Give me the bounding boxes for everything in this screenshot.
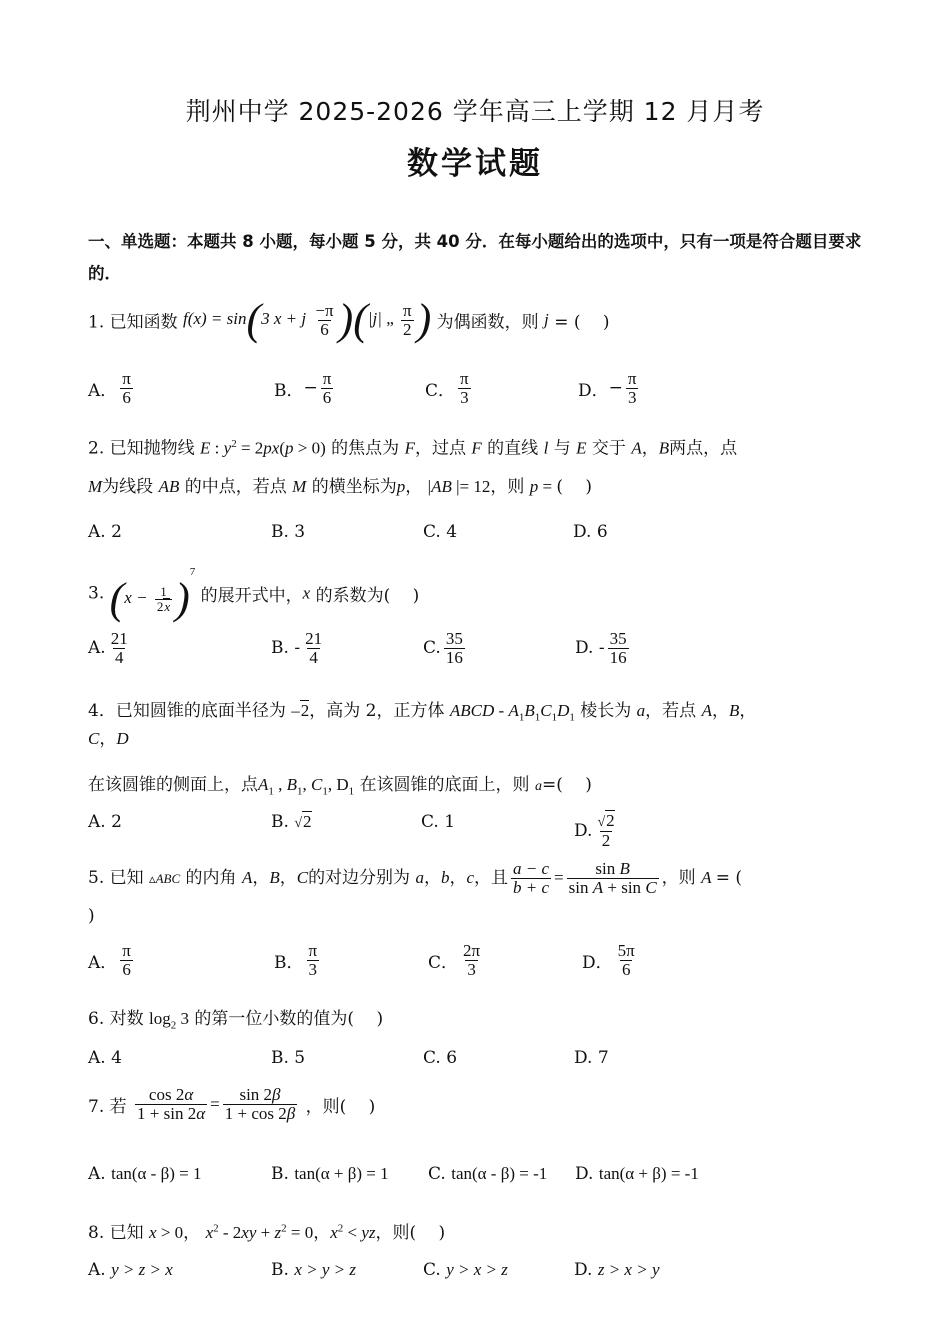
q5-option-d[interactable]: D． $\frac{5\pi}{6}$	[582, 941, 635, 979]
question-7-options	[88, 1164, 868, 1204]
question-1: 1. 已知函数 f(x) = sin(3 x + j $\frac{-\pi}{6}$ )(|j| „ $\frac{\pi}{2}$ ) 为偶函数，则 j = ( )	[88, 295, 610, 344]
q3-option-d[interactable]: D. - $\frac{35}{16}$	[575, 629, 627, 667]
q7-option-c[interactable]: C. tan(α - β) = -1	[428, 1164, 548, 1184]
q6-option-c[interactable]: C. 6	[423, 1048, 458, 1068]
q7-option-b[interactable]: B. tan(α + β) = 1	[271, 1164, 389, 1184]
q3-option-b[interactable]: B. - $\frac{21}{4}$	[271, 629, 323, 667]
q5-option-a[interactable]: A． $\frac{\pi}{6}$	[88, 941, 131, 979]
q6-option-d[interactable]: D. 7	[574, 1048, 609, 1068]
q8-option-c[interactable]: C. y > x > z	[423, 1260, 508, 1280]
q6-option-b[interactable]: B. 5	[271, 1048, 306, 1068]
q2-option-d[interactable]: D. 6	[573, 522, 608, 542]
q1-option-c[interactable]: C． $\frac{\pi}{3}$	[425, 369, 469, 407]
q4-option-b[interactable]: B. √2	[271, 812, 312, 832]
q1-option-b[interactable]: B． − $\frac{\pi}{6}$	[274, 369, 332, 407]
q4-option-a[interactable]: A. 2	[88, 812, 122, 832]
question-6: 6. 对数 $\log_2 3$ 的第一位小数的值为( )	[88, 1009, 384, 1032]
q3-binomial: (x − $\frac{1}{2x}$ )$^7$	[109, 566, 196, 624]
q5-option-c[interactable]: C． $\frac{2\pi}{3}$	[428, 941, 481, 979]
question-4: 4．已知圆锥的底面半径为 –2，高为 2，正方体 ABCD - $A_1B_1C_1D_1$ 棱长为 a，若点 A，B， C，D	[88, 701, 757, 750]
question-3-options	[88, 630, 868, 670]
exam-subject-title: 数学试题	[407, 146, 543, 182]
q1-option-a[interactable]: A． $\frac{\pi}{6}$	[88, 369, 131, 407]
q1-option-d[interactable]: D． − $\frac{\pi}{3}$	[578, 369, 637, 407]
q4-option-d[interactable]: D. $\frac{√2}{2}$	[574, 811, 615, 850]
q2-option-a[interactable]: A. 2	[88, 522, 122, 542]
q7-option-a[interactable]: A. tan(α - β) = 1	[88, 1164, 202, 1184]
q8-option-b[interactable]: B. x > y > z	[271, 1260, 356, 1280]
q7-option-d[interactable]: D. tan(α + β) = -1	[575, 1164, 699, 1184]
q1-prefix: 1. 已知函数	[88, 312, 178, 333]
q3-option-c[interactable]: C. $\frac{35}{16}$	[423, 629, 463, 667]
question-8: 8. 已知 x > 0， $x^2 - 2xy + z^2 = 0$，$x^2$ < yz，则( )	[88, 1222, 446, 1243]
q1-formula: f(x) = sin(3 x + j $\frac{-\pi}{6}$ )(|j| „ $\frac{\pi}{2}$ )	[183, 295, 432, 344]
exam-header-title: 荆州中学 2025-2026 学年高三上学期 12 月月考	[185, 97, 765, 126]
question-2-options	[88, 522, 868, 562]
q5-option-b[interactable]: B． $\frac{\pi}{3}$	[274, 941, 318, 979]
question-8-options	[88, 1260, 868, 1300]
q8-option-d[interactable]: D. z > x > y	[574, 1260, 660, 1280]
q3-option-a[interactable]: A. $\frac{21}{4}$	[88, 629, 128, 667]
q1-suffix: 为偶函数，则	[436, 312, 539, 333]
q4-option-c[interactable]: C. 1	[421, 812, 456, 832]
question-4-options	[88, 812, 868, 852]
section-heading: 一、单选题：本题共 8 小题，每小题 5 分，共 40 分．在每小题给出的选项中，只有一项是符合题目要求的．	[88, 232, 862, 283]
question-6-options	[88, 1048, 868, 1088]
question-3: 3. (x − $\frac{1}{2x}$ )$^7$ 的展开式中，x 的系数为( )	[88, 566, 420, 624]
question-2: 2. 已知抛物线 E : $y^2 = 2px(p > 0)$ 的焦点为 F，过点 F 的直线 l 与 E 交于 A，B两点，点 M为线段 AB 的中点，若点 M 的横坐标为p， |AB |= 12，则 p = ( )	[88, 438, 738, 497]
question-5-tail: )	[88, 906, 95, 926]
q2-option-c[interactable]: C. 4	[423, 522, 458, 542]
question-7: 7. 若 $\frac{\cos 2\alpha}{1 + \sin 2\alpha}$ = $\frac{\sin 2\beta}{1 + \cos 2\beta}$ ，则( )	[88, 1085, 376, 1123]
question-5: 5. 已知 ▵ABC 的内角 A，B，C的对边分别为 a，b，c，且 $\frac{a - c}{b + c}$ = $\frac{\text{sin B}}{\text{sin A + sin C}}$ ，则 A = (	[88, 859, 742, 897]
q2-option-b[interactable]: B. 3	[271, 522, 306, 542]
question-4-line2: 在该圆锥的侧面上，点$A_1$ , $B_1$, $C_1$, $D_1$ 在该圆锥的底面上，则 a=( )	[88, 775, 592, 798]
q1-tail: = ( )	[554, 312, 610, 333]
q8-option-a[interactable]: A. y > z > x	[88, 1260, 173, 1280]
q6-option-a[interactable]: A. 4	[88, 1048, 122, 1068]
question-1-options	[88, 370, 868, 410]
question-5-options	[88, 942, 868, 982]
